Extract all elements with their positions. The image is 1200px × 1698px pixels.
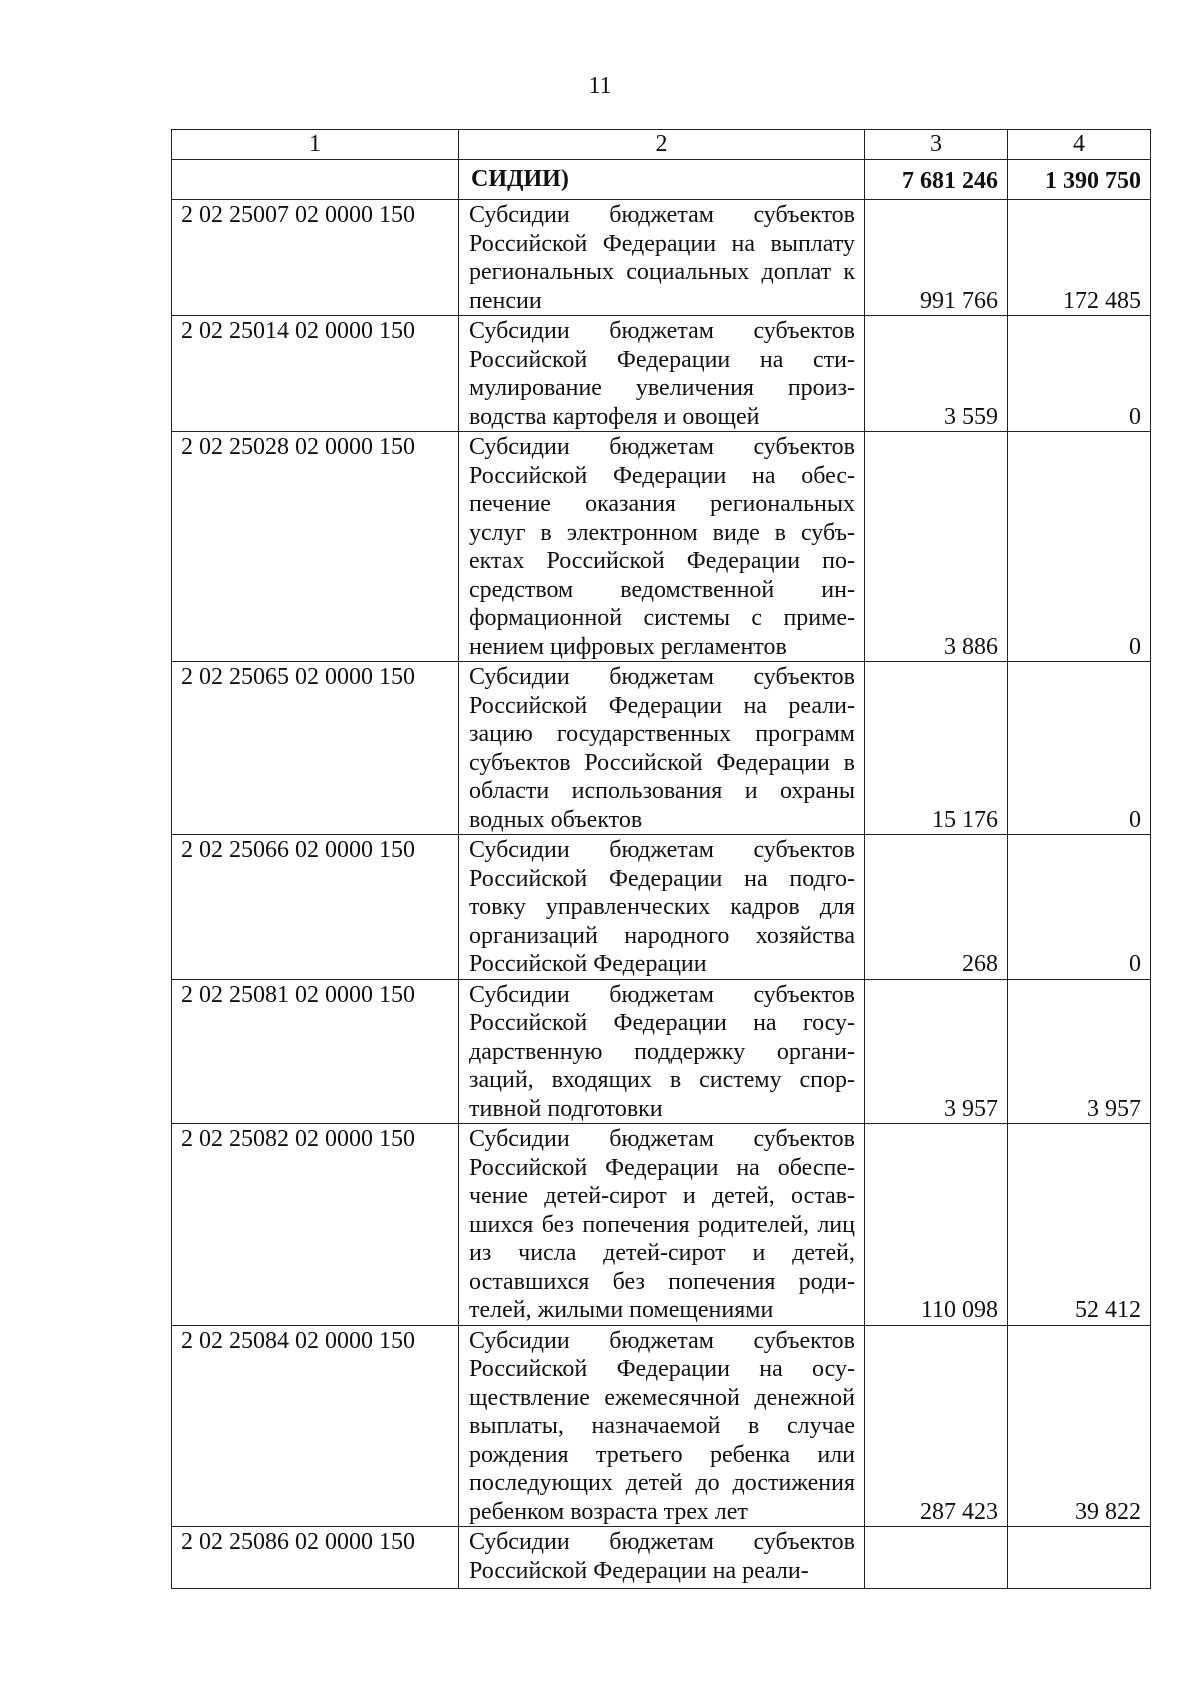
header-col-2: 2 xyxy=(459,130,865,160)
code-cell: 2 02 25084 02 0000 150 xyxy=(172,1325,459,1527)
header-row xyxy=(172,130,1151,160)
value-col3-cell: 110 098 xyxy=(865,1124,1008,1326)
total-name: СИДИИ) xyxy=(459,160,865,200)
name-text: Субсидии бюджетам субъектов Российской Федерации на выплату региональных социальных доплат к пенсии xyxy=(469,202,855,314)
value-col3-cell: 991 766 xyxy=(865,200,1008,316)
total-value-col3: 7 681 246 xyxy=(865,160,1008,200)
table-row xyxy=(172,835,1151,980)
header-col-3: 3 xyxy=(865,130,1008,160)
value-col3-cell: 15 176 xyxy=(865,662,1008,835)
table-row xyxy=(172,1527,1151,1589)
value-col4-cell: 3 957 xyxy=(1008,979,1151,1124)
code-cell: 2 02 25081 02 0000 150 xyxy=(172,979,459,1124)
table-row xyxy=(172,979,1151,1124)
name-text: Субсидии бюджетам субъектов Российской Федерации на подготовку управленческих кадров для организаций народного хозяйства Российской Федерации xyxy=(469,837,855,977)
name-cell xyxy=(459,316,865,432)
value-col4-cell xyxy=(1008,1527,1151,1589)
name-text: Субсидии бюджетам субъектов Российской Федерации на обеспечение оказания региональных услуг в электронном виде в субъектах Российской Федерации посредством ведомственной информационной системы с применением цифровых регламентов xyxy=(469,434,855,660)
table-row xyxy=(172,1124,1151,1326)
code-cell: 2 02 25007 02 0000 150 xyxy=(172,200,459,316)
value-col3-cell: 287 423 xyxy=(865,1325,1008,1527)
value-col3-cell: 268 xyxy=(865,835,1008,980)
name-text: Субсидии бюджетам субъектов Российской Федерации на стимулирование увеличения производства картофеля и овощей xyxy=(469,318,855,430)
name-cell xyxy=(459,432,865,662)
code-cell: 2 02 25028 02 0000 150 xyxy=(172,432,459,662)
name-cell xyxy=(459,979,865,1124)
value-col3-cell: 3 886 xyxy=(865,432,1008,662)
table-row xyxy=(172,662,1151,835)
value-col3-cell xyxy=(865,1527,1008,1589)
name-cell xyxy=(459,835,865,980)
name-cell xyxy=(459,1124,865,1326)
value-col4-cell: 172 485 xyxy=(1008,200,1151,316)
total-value-col4: 1 390 750 xyxy=(1008,160,1151,200)
name-text: Субсидии бюджетам субъектов Российской Федерации на реализацию государственных программ субъектов Российской Федерации в области использования и охраны водных объектов xyxy=(469,664,855,833)
code-cell: 2 02 25065 02 0000 150 xyxy=(172,662,459,835)
code-cell: 2 02 25086 02 0000 150 xyxy=(172,1527,459,1589)
name-cell xyxy=(459,200,865,316)
value-col3-cell: 3 559 xyxy=(865,316,1008,432)
name-cell xyxy=(459,662,865,835)
value-col4-cell: 0 xyxy=(1008,835,1151,980)
value-col3-cell: 3 957 xyxy=(865,979,1008,1124)
name-cell xyxy=(459,1325,865,1527)
code-cell: 2 02 25082 02 0000 150 xyxy=(172,1124,459,1326)
name-text: Субсидии бюджетам субъектов Российской Федерации на реали- xyxy=(469,1529,855,1584)
code-cell: 2 02 25066 02 0000 150 xyxy=(172,835,459,980)
header-col-4: 4 xyxy=(1008,130,1151,160)
name-cell xyxy=(459,1527,865,1589)
value-col4-cell: 0 xyxy=(1008,432,1151,662)
table-row xyxy=(172,200,1151,316)
table-row xyxy=(172,316,1151,432)
name-text: Субсидии бюджетам субъектов Российской Федерации на осуществление ежемесячной денежной выплаты, назначаемой в случае рождения третьего ребенка или последующих детей до достижения ребенком возраста трех лет xyxy=(469,1327,855,1525)
table-row xyxy=(172,432,1151,662)
value-col4-cell: 0 xyxy=(1008,316,1151,432)
value-col4-cell: 0 xyxy=(1008,662,1151,835)
page-number: 11 xyxy=(588,73,612,99)
budget-table xyxy=(171,129,1151,1589)
code-cell: 2 02 25014 02 0000 150 xyxy=(172,316,459,432)
total-code xyxy=(172,160,459,200)
name-text: Субсидии бюджетам субъектов Российской Федерации на обеспечение детей-сирот и детей, оставшихся без попечения родителей, лиц из числа детей-сирот и детей, оставшихся без попечения родителей, жилыми помещениями xyxy=(469,1126,855,1323)
name-text: Субсидии бюджетам субъектов Российской Федерации на государственную поддержку организаций, входящих в систему спортивной подготовки xyxy=(469,981,855,1122)
total-row xyxy=(172,160,1151,200)
table-row xyxy=(172,1325,1151,1527)
value-col4-cell: 39 822 xyxy=(1008,1325,1151,1527)
header-col-1: 1 xyxy=(172,130,459,160)
value-col4-cell: 52 412 xyxy=(1008,1124,1151,1326)
